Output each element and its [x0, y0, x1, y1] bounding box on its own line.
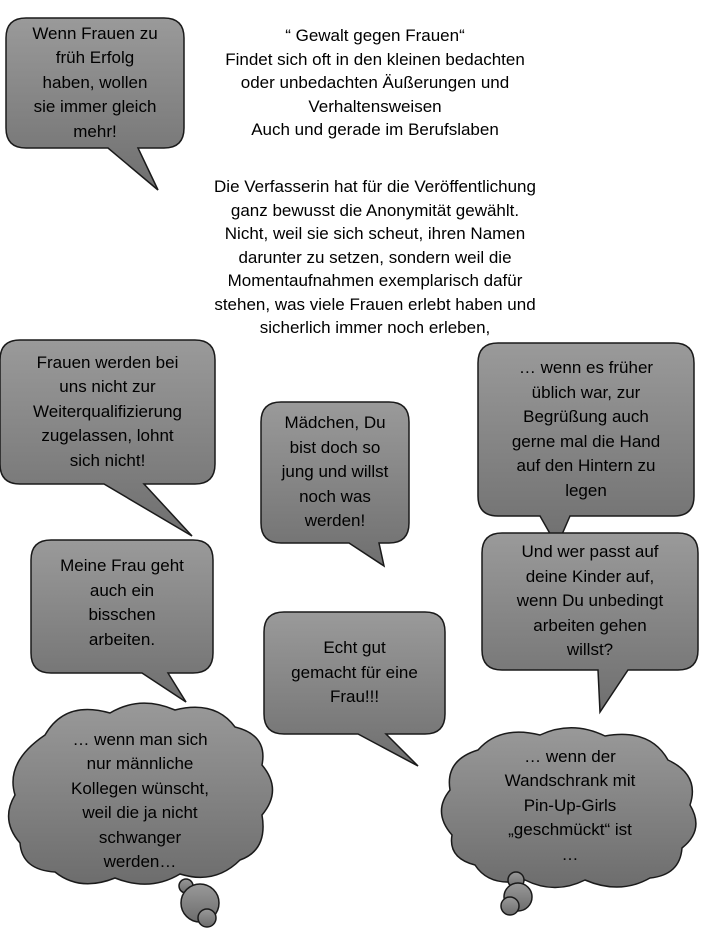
bubble-line: arbeiten gehen — [533, 615, 647, 635]
paragraph-line: stehen, was viele Frauen erlebt haben und — [214, 294, 536, 314]
bubble-line: Meine Frau geht — [60, 556, 184, 575]
paragraph-line: Nicht, weil sie sich scheut, ihren Namen — [224, 224, 526, 243]
intro-paragraph — [165, 175, 585, 340]
bubble-line: zugelassen, lohnt — [41, 426, 174, 446]
paragraph-line: Die Verfasserin hat für die Veröffentlichung — [214, 177, 536, 196]
bubble-maedchen-text — [261, 404, 409, 541]
bubble-line: noch was — [299, 486, 371, 506]
bubble-line: bist doch so — [289, 437, 381, 457]
bubble-line: Weiterqualifizierung — [33, 401, 182, 421]
bubble-line: Wenn Frauen zu — [32, 23, 158, 43]
bubble-line: Kollegen wünscht, — [71, 778, 209, 798]
cloud-kollegen-text — [20, 722, 260, 880]
bubble-line: werden! — [304, 511, 366, 531]
bubble-line: Pin-Up-Girls — [523, 795, 617, 815]
bubble-line: Wandschrank mit — [504, 771, 636, 791]
intro-heading-block — [185, 24, 565, 142]
paragraph-line: sicherlich immer noch erleben, — [259, 318, 491, 337]
bubble-echt-gut-text — [264, 614, 445, 732]
bubble-line: bisschen — [88, 605, 156, 624]
bubble-meine-frau-text — [31, 548, 213, 658]
bubble-weiterqualifizierung-text — [0, 342, 215, 482]
bubble-line: früh Erfolg — [55, 48, 135, 68]
bubble-line: arbeiten. — [88, 629, 156, 649]
bubble-line: … wenn der — [524, 746, 616, 766]
intro-line: Auch und gerade im Berufslaben — [251, 120, 499, 139]
paragraph-line: Momentaufnahmen exemplarisch dafür — [227, 271, 523, 290]
bubble-line: uns nicht zur — [59, 377, 156, 397]
bubble-line: auch ein — [89, 580, 155, 600]
bubble-line: werden… — [103, 852, 177, 871]
bubble-kinder-text — [482, 535, 698, 668]
bubble-line: auf den Hintern zu — [516, 456, 656, 475]
bubble-line: weil die ja nicht — [82, 803, 198, 822]
bubble-line: willst? — [566, 640, 614, 660]
intro-line: oder unbedachten Äußerungen und — [240, 73, 510, 92]
bubble-line: sie immer gleich — [33, 97, 157, 117]
bubble-line: „geschmückt“ ist — [508, 820, 632, 840]
intro-line: Verhaltensweisen — [308, 96, 442, 116]
bubble-line: mehr! — [73, 121, 117, 141]
bubble-erfolg-text — [6, 20, 184, 146]
bubble-line: nur männliche — [86, 754, 194, 773]
bubble-line: deine Kinder auf, — [525, 566, 655, 586]
paragraph-line: darunter zu setzen, sondern weil die — [238, 247, 512, 267]
intro-line: Findet sich oft in den kleinen bedachten — [225, 49, 525, 69]
bubble-line: Mädchen, Du — [284, 413, 386, 433]
bubble-line: gemacht für eine — [291, 662, 418, 682]
paragraph-line: ganz bewusst die Anonymität gewählt. — [230, 200, 520, 220]
intro-title: “ Gewalt gegen Frauen“ — [285, 26, 465, 45]
bubble-line: Echt gut — [323, 638, 386, 658]
bubble-begruessung-text — [478, 345, 694, 514]
bubble-line: Frau!!! — [329, 687, 380, 707]
bubble-line: jung und willst — [281, 462, 389, 482]
bubble-line: wenn Du unbedingt — [516, 591, 664, 611]
bubble-line: … wenn man sich — [72, 729, 208, 749]
bubble-line: Begrüßung auch — [523, 407, 649, 426]
bubble-line: gerne mal die Hand — [511, 431, 661, 451]
bubble-line: schwanger — [98, 827, 182, 847]
bubble-line: … — [561, 844, 579, 864]
bubble-line: Frauen werden bei — [36, 352, 179, 372]
bubble-line: legen — [565, 480, 607, 500]
bubble-line: sich nicht! — [69, 450, 146, 470]
bubble-line: … wenn es früher — [518, 358, 654, 377]
bubble-line: üblich war, zur — [531, 382, 641, 402]
bubble-line: haben, wollen — [42, 72, 148, 92]
bubble-line: Und wer passt auf — [521, 542, 659, 562]
cloud-wandschrank-text — [455, 740, 685, 872]
